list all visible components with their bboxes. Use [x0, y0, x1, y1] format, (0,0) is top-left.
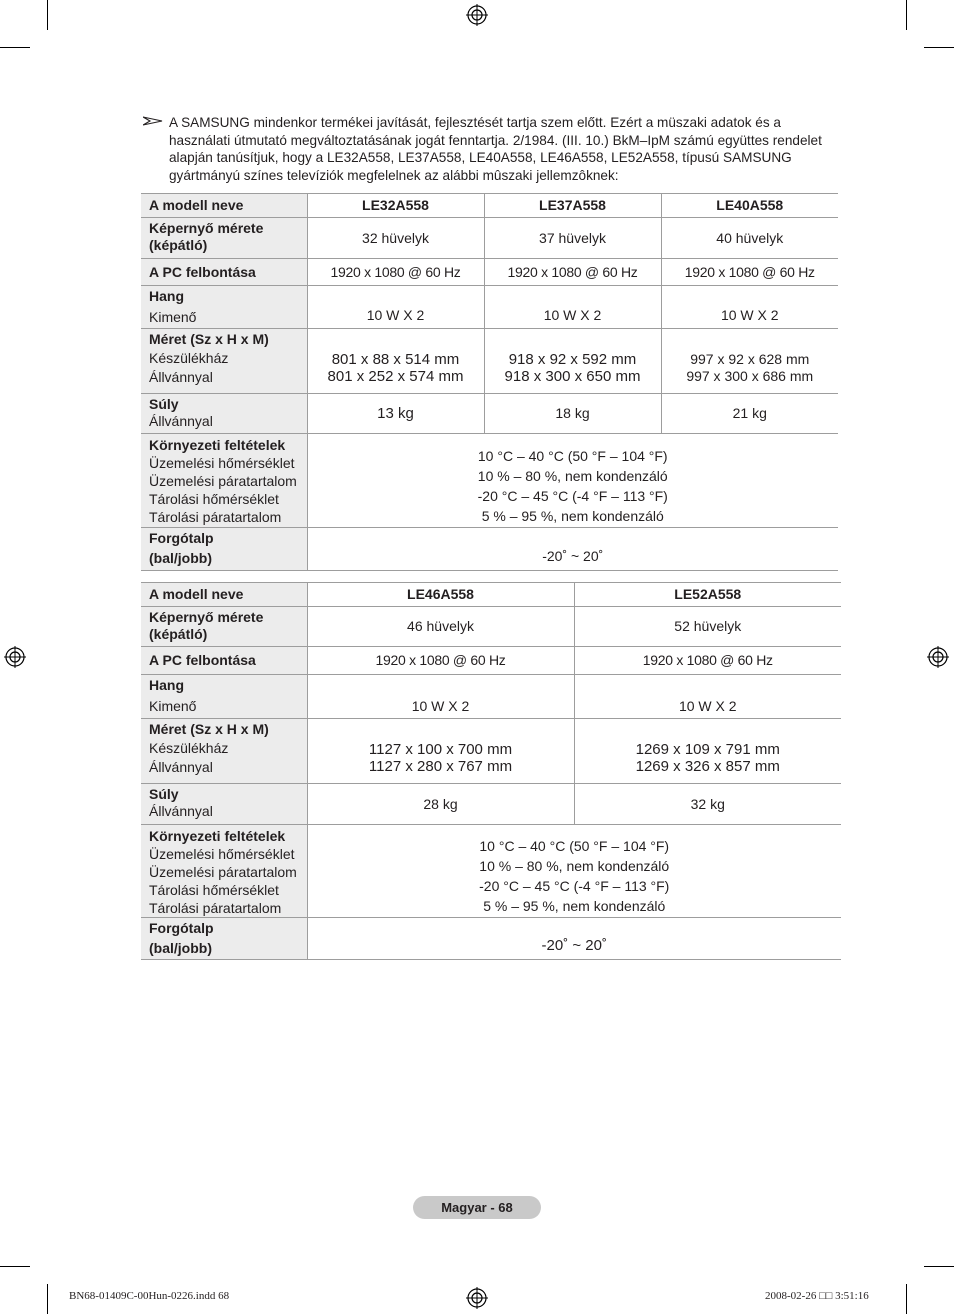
value-cell: 10 W X 2 — [307, 675, 574, 719]
env-line: 10 °C – 40 °C (50 °F – 104 °F) — [477, 447, 668, 464]
table-row — [141, 286, 838, 329]
value-cell: 10 W X 2 — [661, 286, 838, 329]
row-label — [141, 647, 307, 675]
dim-stand: 997 x 300 x 686 mm — [686, 368, 814, 384]
value-cell: 1920 x 1080 @ 60 Hz — [307, 259, 484, 286]
table-row — [141, 528, 838, 571]
model-cell: LE32A558 — [307, 194, 484, 218]
value-cell: 37 hüvelyk — [484, 218, 661, 259]
value-cell — [307, 719, 574, 784]
env-line: 10 % – 80 %, nem kondenzáló — [479, 858, 670, 874]
value-cell: 1920 x 1080 @ 60 Hz — [484, 259, 661, 286]
value-cell: 1920 x 1080 @ 60 Hz — [307, 647, 574, 675]
row-label: A modell neve — [141, 194, 307, 218]
env-line: -20 °C – 45 °C (-4 °F – 113 °F) — [479, 878, 670, 894]
label-line: Tárolási hőmérséklet — [149, 882, 279, 898]
row-label — [141, 825, 307, 918]
row-label — [141, 394, 307, 434]
label-line: Tárolási hőmérséklet — [149, 491, 279, 507]
row-label — [141, 286, 307, 329]
registration-mark-icon — [466, 1287, 488, 1309]
model-cell: LE52A558 — [574, 583, 841, 607]
value-cell — [574, 719, 841, 784]
table-row — [141, 394, 838, 434]
label-line: A PC felbontása — [149, 263, 256, 280]
intro-text: A SAMSUNG mindenkor termékei javítását, fejlesztését tartja szem előtt. Ezért a müszaki adatok és a használati útmutató megváltoztatásának jogát fenntartja. 2/1984. (III. 10.) BkM–IpM számú együttes rendelet alapján tanúsítjuk, hogy a LE32A558, LE37A558, LE40A558, LE46A558, LE52A558, típusú SAMSUNG gyártmányú színes televíziók megfelelnek az alábbi mûszaki jellemzôknek: — [169, 115, 822, 183]
label-line: Üzemelési hőmérséklet — [149, 455, 295, 471]
swivel-cell: -20˚ ~ 20˚ — [307, 528, 838, 571]
intro-note — [143, 114, 843, 184]
registration-mark-icon — [927, 646, 949, 668]
crop-mark — [47, 1284, 48, 1314]
label-line: Állvánnyal — [149, 413, 213, 429]
row-label — [141, 675, 307, 719]
env-cell — [307, 825, 841, 918]
label-line: Környezeti feltételek — [149, 828, 286, 844]
footer-file: BN68-01409C-00Hun-0226.indd 68 — [69, 1290, 230, 1302]
table-row — [141, 259, 838, 286]
crop-mark — [924, 47, 954, 48]
label-line: Súly — [149, 396, 179, 412]
table-row — [141, 784, 841, 825]
value-cell — [661, 329, 838, 394]
dim-device: 997 x 92 x 628 mm — [690, 351, 810, 367]
label-line: Hang — [149, 677, 184, 693]
spec-table-2 — [141, 582, 841, 960]
crop-mark — [0, 47, 30, 48]
page-number-badge: Magyar - 68 — [413, 1196, 541, 1219]
model-cell: LE37A558 — [484, 194, 661, 218]
table-row — [141, 434, 838, 528]
dim-stand: 918 x 300 x 650 mm — [504, 368, 641, 385]
value-cell: 10 W X 2 — [574, 675, 841, 719]
label-line: Hang — [149, 288, 184, 304]
crop-mark — [924, 1266, 954, 1267]
value-cell: 28 kg — [307, 784, 574, 825]
label-line: Tárolási páratartalom — [149, 900, 282, 916]
table-row — [141, 675, 841, 719]
footer-date: 2008-02-26 □□ 3:51:16 — [765, 1290, 869, 1302]
label-line: Súly — [149, 786, 179, 802]
value-cell: 52 hüvelyk — [574, 607, 841, 647]
label-line: Állvánnyal — [149, 369, 213, 385]
row-label — [141, 607, 307, 647]
table-row — [141, 918, 841, 960]
value-cell: 32 hüvelyk — [307, 218, 484, 259]
label-line: (képátló) — [149, 237, 208, 253]
row-label — [141, 259, 307, 286]
registration-mark-icon — [466, 4, 488, 26]
value-cell: 46 hüvelyk — [307, 607, 574, 647]
label-line: Tárolási páratartalom — [149, 509, 282, 525]
value-cell: 18 kg — [484, 394, 661, 434]
label-line: Készülékház — [149, 740, 229, 756]
spec-table-1 — [141, 193, 838, 571]
table-row — [141, 218, 838, 259]
env-line: 5 % – 95 %, nem kondenzáló — [481, 507, 664, 524]
row-label: A modell neve — [141, 583, 307, 607]
dim-device: 1127 x 100 x 700 mm — [368, 741, 513, 758]
dim-device: 801 x 88 x 514 mm — [331, 351, 460, 368]
table-row — [141, 607, 841, 647]
label-line: Méret (Sz x H x M) — [149, 331, 269, 347]
label-line: Üzemelési páratartalom — [149, 864, 297, 880]
label-line: Képernyő mérete — [149, 220, 264, 236]
model-cell: LE46A558 — [307, 583, 574, 607]
value-cell: 10 W X 2 — [484, 286, 661, 329]
dim-device: 1269 x 109 x 791 mm — [635, 741, 780, 758]
table-row — [141, 825, 841, 918]
swivel-cell: -20˚ ~ 20˚ — [307, 918, 841, 960]
value-cell: 1920 x 1080 @ 60 Hz — [574, 647, 841, 675]
value-cell: 1920 x 1080 @ 60 Hz — [661, 259, 838, 286]
label-line: Üzemelési páratartalom — [149, 473, 297, 489]
value-cell: 32 kg — [574, 784, 841, 825]
row-label — [141, 784, 307, 825]
note-arrow-icon — [143, 114, 163, 128]
label-line: Kimenő — [149, 309, 197, 325]
label-line: (bal/jobb) — [149, 940, 212, 956]
table-row — [141, 583, 841, 607]
label-line: Üzemelési hőmérséklet — [149, 846, 295, 862]
dim-stand: 1127 x 280 x 767 mm — [368, 758, 513, 775]
model-cell: LE40A558 — [661, 194, 838, 218]
label-line: Állvánnyal — [149, 803, 213, 819]
crop-mark — [906, 1284, 907, 1314]
label-line: (bal/jobb) — [149, 550, 212, 566]
value-cell: 10 W X 2 — [307, 286, 484, 329]
crop-mark — [0, 1266, 30, 1267]
dim-stand: 801 x 252 x 574 mm — [327, 368, 464, 385]
table-row — [141, 329, 838, 394]
value-cell — [307, 329, 484, 394]
crop-mark — [906, 0, 907, 30]
table-row — [141, 194, 838, 218]
label-line: A PC felbontása — [149, 652, 256, 668]
label-line: Forgótalp — [149, 920, 214, 936]
row-label — [141, 329, 307, 394]
row-label — [141, 528, 307, 571]
value-cell — [484, 329, 661, 394]
label-line: Képernyő mérete — [149, 609, 264, 625]
env-cell — [307, 434, 838, 528]
registration-mark-icon — [4, 646, 26, 668]
value-cell: 40 hüvelyk — [661, 218, 838, 259]
label-line: (képátló) — [149, 626, 208, 642]
row-label — [141, 218, 307, 259]
row-label — [141, 918, 307, 960]
table-row — [141, 647, 841, 675]
value-cell: 13 kg — [307, 394, 484, 434]
label-line: Állvánnyal — [149, 759, 213, 775]
label-line: Kimenő — [149, 698, 197, 714]
label-line: Forgótalp — [149, 530, 214, 546]
dim-device: 918 x 92 x 592 mm — [508, 351, 637, 368]
dim-stand: 1269 x 326 x 857 mm — [635, 758, 780, 775]
env-line: 10 °C – 40 °C (50 °F – 104 °F) — [479, 838, 670, 854]
env-line: -20 °C – 45 °C (-4 °F – 113 °F) — [477, 487, 668, 504]
label-line: Készülékház — [149, 350, 229, 366]
env-line: 5 % – 95 %, nem kondenzáló — [483, 898, 666, 914]
env-line: 10 % – 80 %, nem kondenzáló — [477, 467, 668, 484]
row-label — [141, 719, 307, 784]
crop-mark — [47, 0, 48, 30]
label-line: Környezeti feltételek — [149, 437, 286, 453]
label-line: Méret (Sz x H x M) — [149, 721, 269, 737]
row-label — [141, 434, 307, 528]
table-row — [141, 719, 841, 784]
value-cell: 21 kg — [661, 394, 838, 434]
